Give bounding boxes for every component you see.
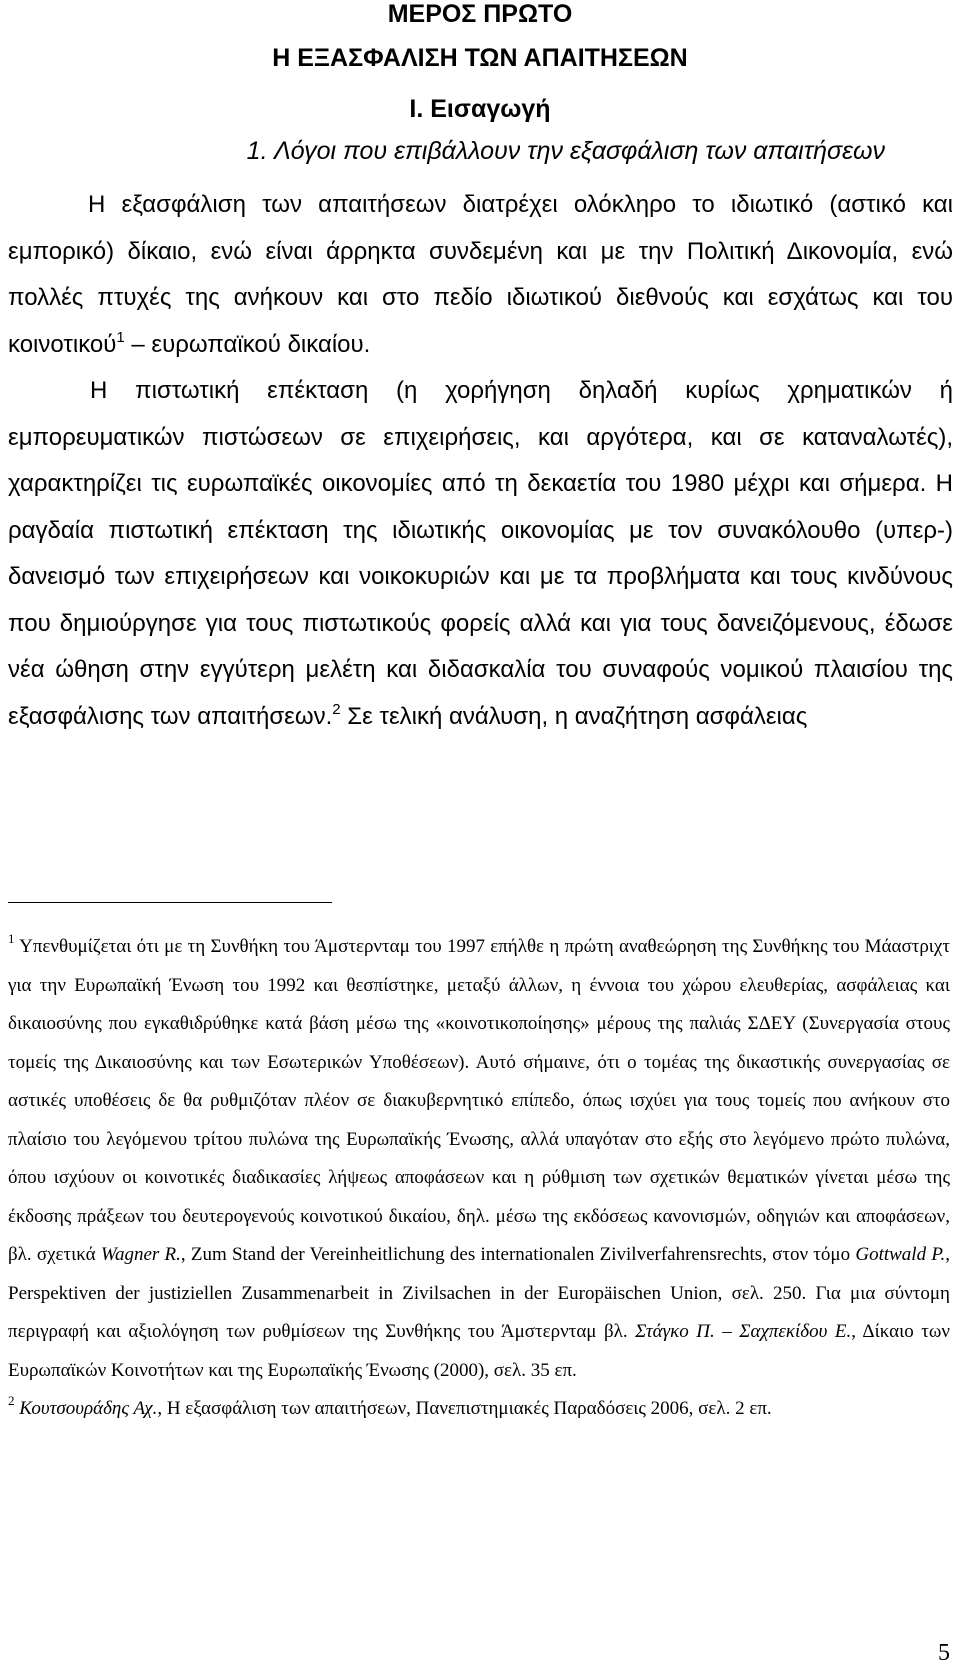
footnote-2-text: , Η εξασφάλιση των απαιτήσεων, Πανεπιστημιακές Παραδόσεις 2006, σελ. 2 επ.: [157, 1398, 772, 1419]
paragraph-2: [8, 368, 953, 740]
subsection-heading: [0, 137, 885, 166]
paragraph-2-text-end: Σε τελική ανάλυση, η αναζήτηση ασφάλειας: [340, 702, 808, 730]
footnotes: [8, 928, 950, 1429]
footnote-separator: [8, 902, 332, 903]
section-heading: Ι. Εισαγωγή: [409, 95, 551, 123]
footnote-1-mark: 1: [8, 931, 15, 946]
page-number: 5: [938, 1640, 950, 1666]
footnote-1-text-b: , Zum Stand der Vereinheitlichung des internationalen Zivilverfahrensrechts, στον τόμο: [180, 1244, 856, 1265]
footnote-1-author-gottwald: Gottwald P.: [855, 1244, 946, 1265]
paragraph-1-text: Η εξασφάλιση των απαιτήσεων διατρέχει ολόκληρο το ιδιωτικό (αστικό και εμπορικό) δίκαιο, ενώ είναι άρρηκτα συνδεμένη και με την Πολιτική Δικονομία, ενώ πολλές πτυχές της ανήκουν και στο πεδίο ιδιωτικού διεθνούς και εσχάτως και του κοινοτικού: [8, 191, 953, 358]
footnote-2-author: Κουτσουράδης Αχ.: [19, 1398, 158, 1419]
footnote-1-author-wagner: Wagner R.: [100, 1244, 181, 1265]
footnote-2: [8, 1390, 950, 1429]
footnote-1-text-c: , Perspektiven der justiziellen Zusammenarbeit in Zivilsachen in der Europäischen Union, σελ. 250. Για μια σύντομη περιγραφή και αξιολόγηση των ρυθμίσεων της Συνθήκης του Άμστερνταμ βλ.: [8, 1244, 950, 1342]
footnote-1: [8, 928, 950, 1390]
chapter-title: Η ΕΞΑΣΦΑΛΙΣΗ ΤΩΝ ΑΠΑΙΤΗΣΕΩΝ: [272, 44, 688, 72]
part-heading: ΜΕΡΟΣ ΠΡΩΤΟ: [387, 0, 573, 28]
main-text: [8, 182, 953, 740]
footnote-2-mark: 2: [8, 1393, 15, 1408]
subsection-heading-text: 1. Λόγοι που επιβάλλουν την εξασφάλιση των απαιτήσεων: [246, 137, 885, 165]
paragraph-1-text-end: – ευρωπαϊκού δικαίου.: [124, 330, 371, 358]
footnote-1-text: Υπενθυμίζεται ότι με τη Συνθήκη του Άμστερνταμ του 1997 επήλθε η πρώτη αναθεώρηση της Συνθήκης του Μάαστριχτ για την Ευρωπαϊκή Ένωση του 1992 και θεσπίστηκε, μεταξύ άλλων, η έννοια του χώρου ελευθερίας, ασφάλειας και δικαιοσύνης που εγκαθιδρύθηκε κατά βάση μέσω της «κοινοτικοποίησης» μέρους της παλιάς ΣΔΕΥ (Συνεργασία στους τομείς της Δικαιοσύνης και των Εσωτερικών Υποθέσεων). Αυτό σήμαινε, ότι ο τομέας της δικαστικής συνεργασίας σε αστικές υποθέσεις δε θα ρυθμιζόταν πλέον σε διακυβερνητικό επίπεδο, όπως ισχύει για τους τομείς που ανήκουν στο πλαίσιο του λεγόμενου τρίτου πυλώνα της Ευρωπαϊκής Ένωσης, αλλά υπαγόταν στο εξής στο λεγόμενο πρώτο πυλώνα, όπου ισχύουν οι κοινοτικές διαδικασίες λήψεως αποφάσεων και η ρύθμιση των σχετικών θεματικών γίνεται μέσω της έκδοσης πράξεων του δευτερογενούς κοινοτικού δικαίου, δηλ. μέσω της εκδόσεως κανονισμών, οδηγιών και αποφάσεων, βλ. σχετικά: [8, 936, 950, 1265]
paragraph-1: [8, 182, 953, 368]
paragraph-2-text: Η πιστωτική επέκταση (η χορήγηση δηλαδή κυρίως χρηματικών ή εμπορευματικών πιστώσεων σε επιχειρήσεις, και αργότερα, και σε καταναλωτές), χαρακτηρίζει τις ευρωπαϊκές οικονομίες από τη δεκαετία του 1980 μέχρι και σήμερα. Η ραγδαία πιστωτική επέκταση της ιδιωτικής οικονομίας με τον συνακόλουθο (υπερ-) δανεισμό των επιχειρήσεων και νοικοκυριών και με τα προβλήματα και τους κινδύνους που δημιούργησε για τους πιστωτικούς φορείς αλλά και για τους δανειζόμενους, έδωσε νέα ώθηση στην εγγύτερη μελέτη και διδασκαλία του συναφούς νομικού πλαισίου της εξασφάλισης των απαιτήσεων.: [8, 377, 953, 730]
footnote-ref-1[interactable]: 1: [116, 328, 125, 346]
footnote-1-text-d: , Δίκαιο των Ευρωπαϊκών Κοινοτήτων και της Ευρωπαϊκής Ένωσης (2000), σελ. 35 επ.: [8, 1321, 950, 1381]
footnote-ref-2[interactable]: 2: [332, 700, 341, 718]
footnote-1-author-stagkos: Στάγκο Π. – Σαχπεκίδου Ε.: [635, 1321, 852, 1342]
